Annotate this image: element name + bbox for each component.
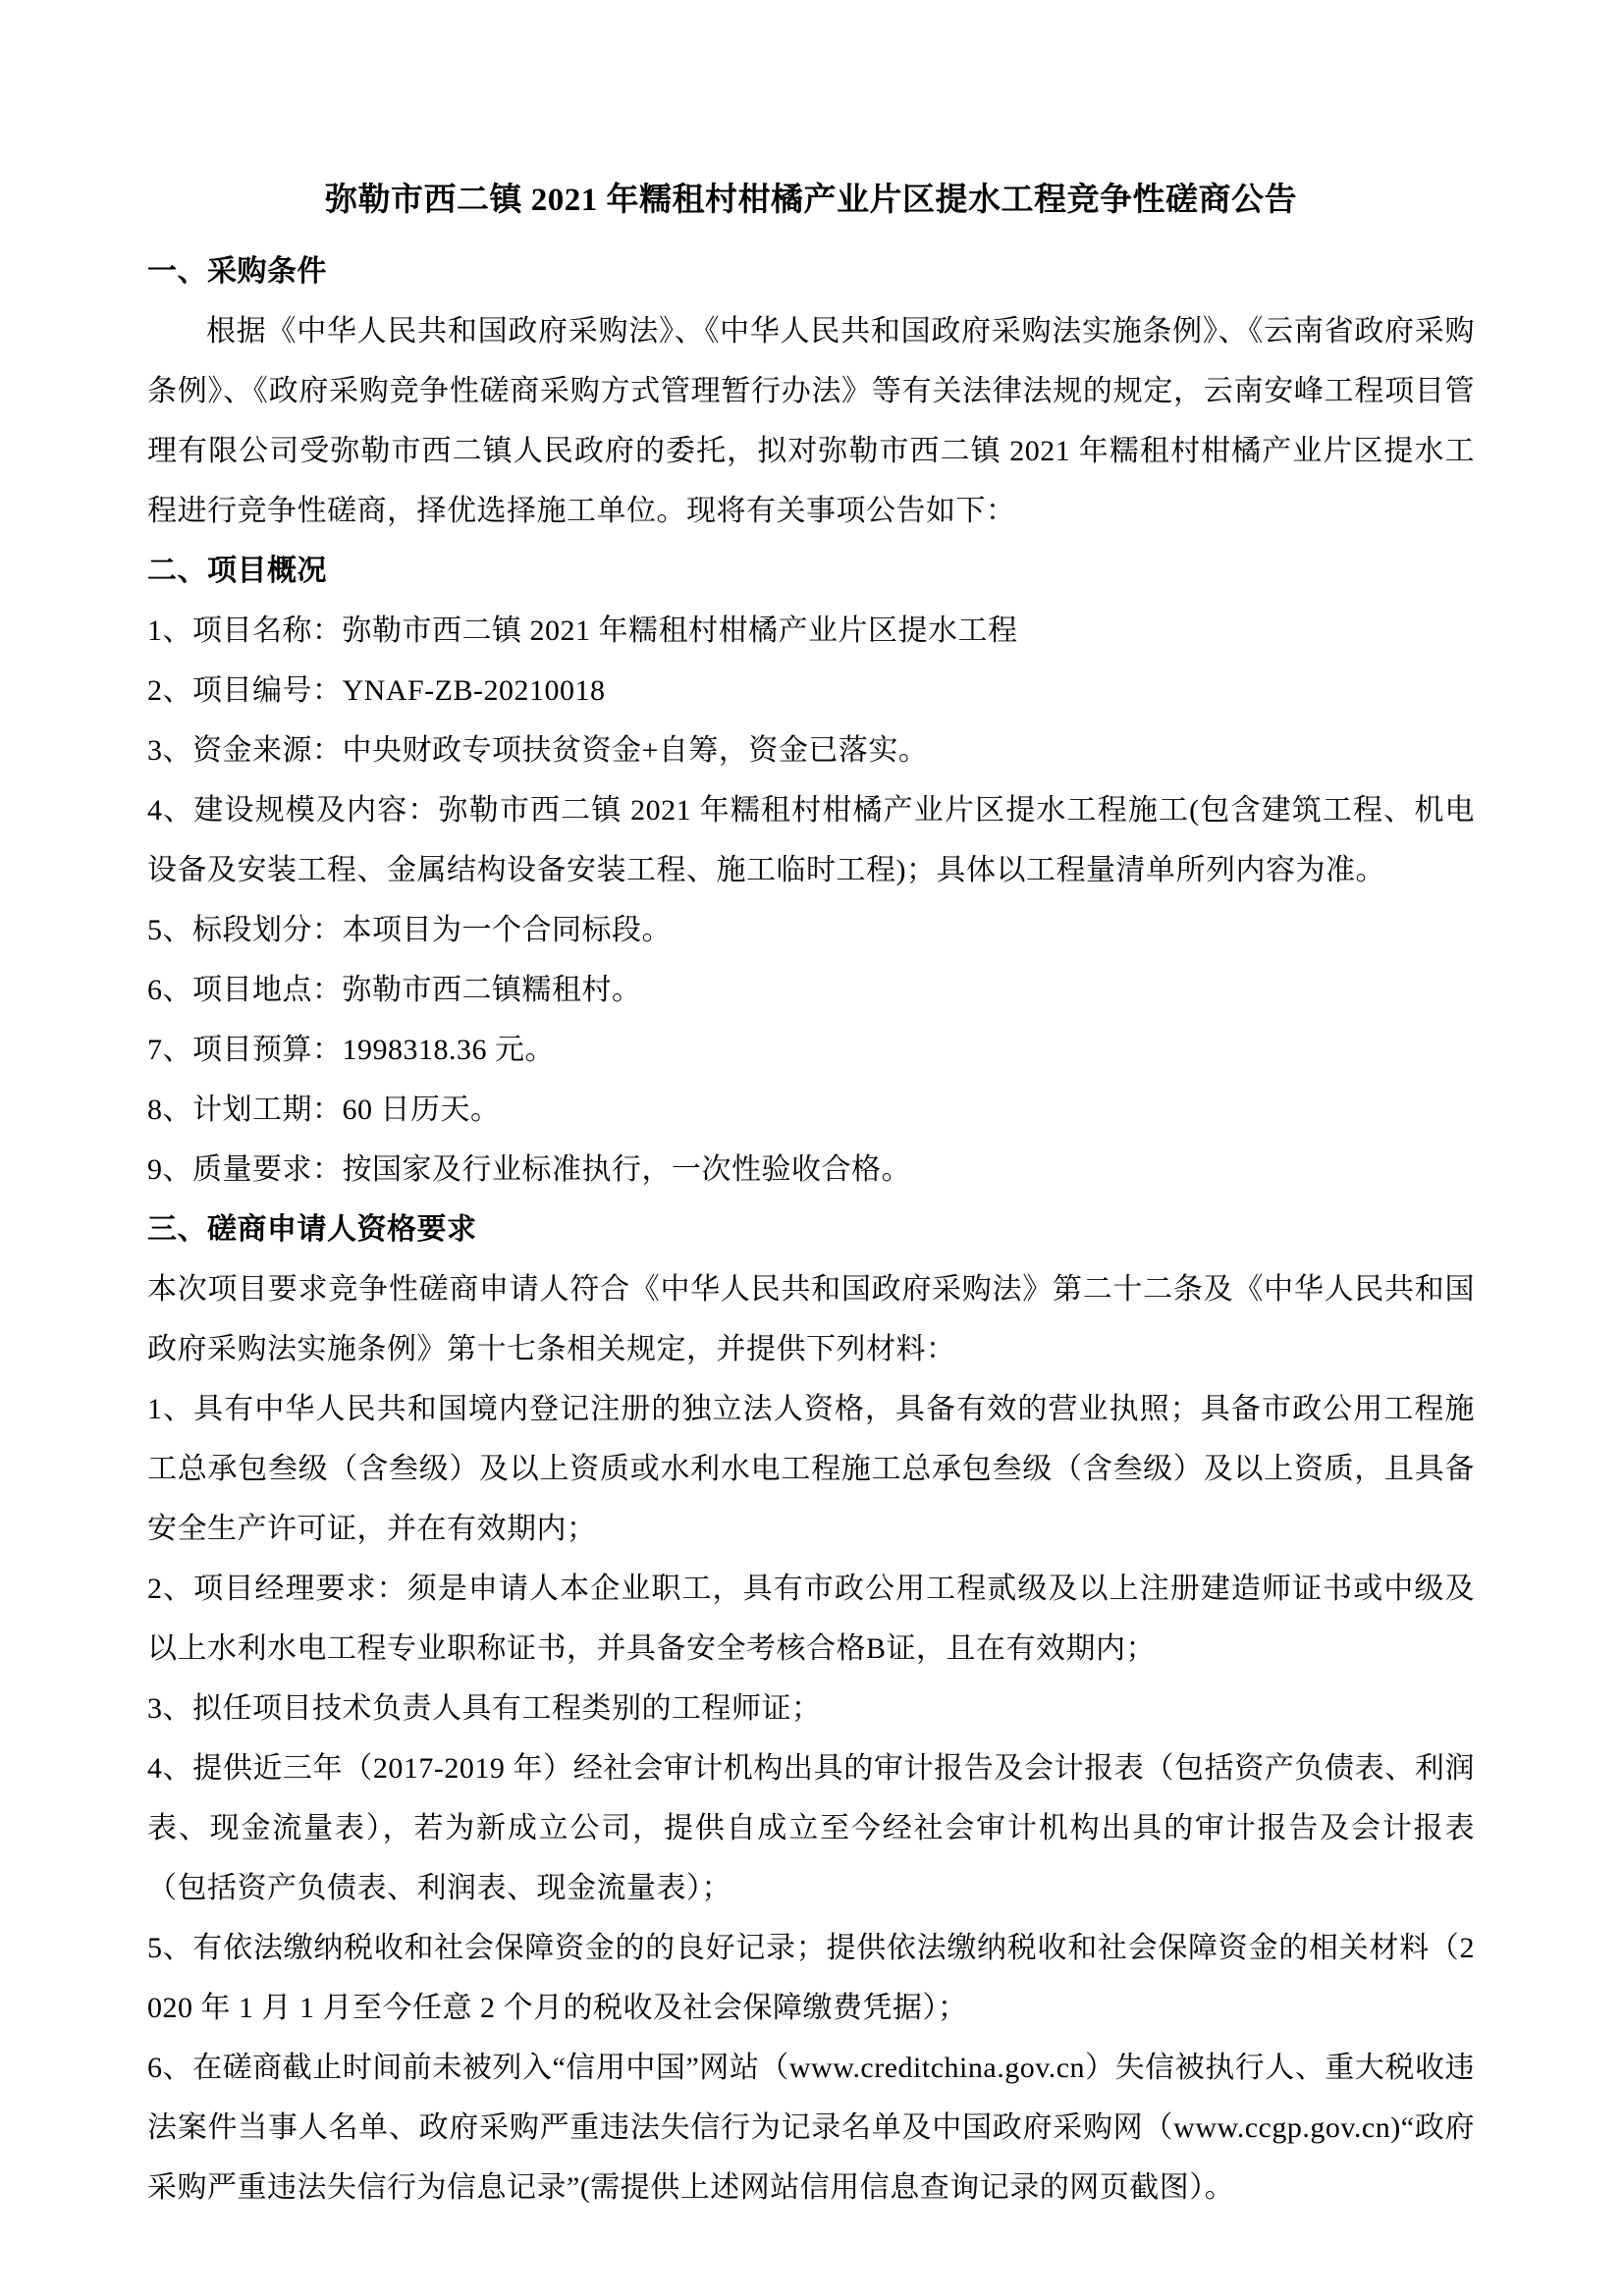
list-item: 1、项目名称：弥勒市西二镇 2021 年糯租村柑橘产业片区提水工程 [147,614,1018,647]
document-title: 弥勒市西二镇 2021 年糯租村柑橘产业片区提水工程竞争性磋商公告 [325,183,1297,218]
paragraph-requirements: 本次项目要求竞争性磋商申请人符合《中华人民共和国政府采购法》第二十二条及《中华人民共和国政府采购法实施条例》第十七条相关规定，并提供下列材料： [147,1273,1475,1365]
document-body [147,169,1475,2217]
list-item: 3、拟任项目技术负责人具有工程类别的工程师证； [147,1692,822,1725]
list-item: 5、标段划分：本项目为一个合同标段。 [147,914,672,946]
list-item: 2、项目经理要求：须是申请人本企业职工，具有市政公用工程贰级及以上注册建造师证书或中级及以上水利水电工程专业职称证书，并具备安全考核合格B证，且在有效期内； [147,1573,1475,1665]
list-item: 6、项目地点：弥勒市西二镇糯租村。 [147,974,642,1006]
list-item: 4、建设规模及内容：弥勒市西二镇 2021 年糯租村柑橘产业片区提水工程施工(包含建筑工程、机电设备及安装工程、金属结构设备安装工程、施工临时工程)；具体以工程量清单所列内容为准。 [147,794,1475,886]
list-item: 5、有依法缴纳税收和社会保障资金的的良好记录；提供依法缴纳税收和社会保障资金的相关材料（2020 年 1 月 1 月至今任意 2 个月的税收及社会保障缴费凭据）； [147,1932,1475,2024]
section-heading-2: 二、项目概况 [147,555,327,587]
list-item: 9、质量要求：按国家及行业标准执行，一次性验收合格。 [147,1153,911,1186]
section-heading-1: 一、采购条件 [147,255,327,288]
list-item: 1、具有中华人民共和国境内登记注册的独立法人资格，具备有效的营业执照；具备市政公用工程施工总承包叁级（含叁级）及以上资质或水利水电工程施工总承包叁级（含叁级）及以上资质，且具备安全生产许可证，并在有效期内； [147,1393,1475,1545]
list-item: 2、项目编号：YNAF-ZB-20210018 [147,674,606,707]
list-item: 8、计划工期：60 日历天。 [147,1094,501,1126]
section-heading-3: 三、磋商申请人资格要求 [147,1213,477,1246]
list-item: 6、在磋商截止时间前未被列入“信用中国”网站（www.creditchina.gov.cn）失信被执行人、重大税收违法案件当事人名单、政府采购严重违法失信行为记录名单及中国政府采购网（www.ccgp.gov.cn)“政府采购严重违法失信行为信息记录”(需提供上述网站信用信息查询记录的网页截图）。 [147,2052,1475,2204]
paragraph-intro: 根据《中华人民共和国政府采购法》、《中华人民共和国政府采购法实施条例》、《云南省政府采购条例》、《政府采购竞争性磋商采购方式管理暂行办法》等有关法律法规的规定，云南安峰工程项目管理有限公司受弥勒市西二镇人民政府的委托，拟对弥勒市西二镇 2021 年糯租村柑橘产业片区提水工程进行竞争性磋商，择优选择施工单位。现将有关事项公告如下： [147,315,1475,527]
list-item: 7、项目预算：1998318.36 元。 [147,1034,555,1066]
list-item: 3、资金来源：中央财政专项扶贫资金+自筹，资金已落实。 [147,734,929,767]
list-item: 4、提供近三年（2017-2019 年）经社会审计机构出具的审计报告及会计报表（包括资产负债表、利润表、现金流量表），若为新成立公司，提供自成立至今经社会审计机构出具的审计报告及会计报表（包括资产负债表、利润表、现金流量表）； [147,1752,1475,1904]
